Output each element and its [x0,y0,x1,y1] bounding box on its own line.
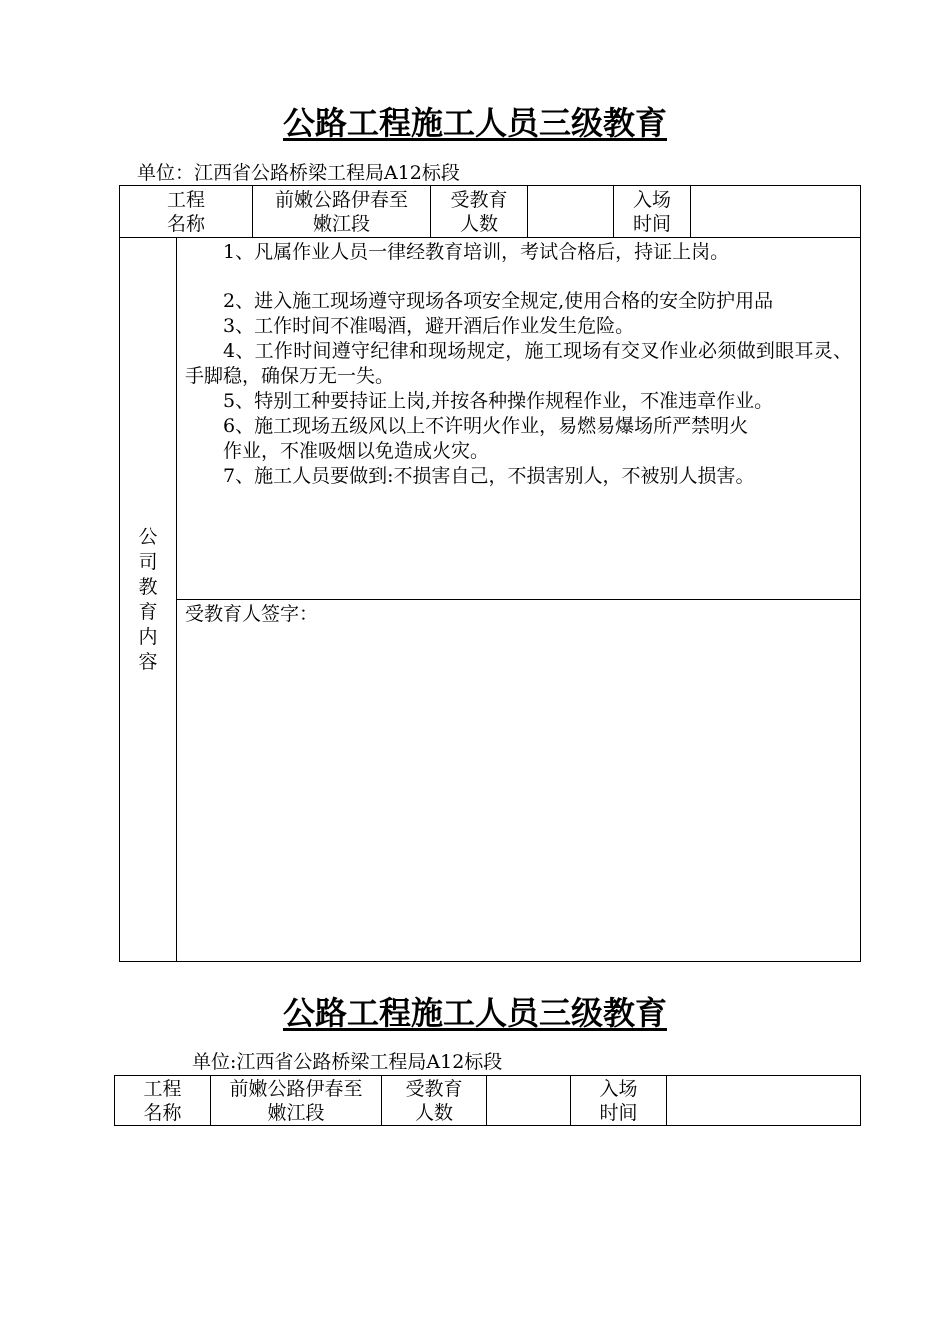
form2-people-label: 受教育人数 [382,1076,487,1126]
form1-entry-label: 入场时间 [614,186,691,238]
form2-unit: 单位:江西省公路桥梁工程局A12标段 [192,1051,503,1073]
form2-project-label: 工程名称 [115,1076,211,1126]
content-item-7: 7、施工人员要做到:不损害自己，不损害别人，不被别人损害。 [223,465,755,487]
form2-people-value [487,1076,571,1126]
form2-entry-value [667,1076,861,1126]
form1-signature: 受教育人签字： [177,600,861,962]
content-item-5: 5、特别工种要持证上岗,并按各种操作规程作业，不准违章作业。 [223,390,774,412]
content-item-6: 6、施工现场五级风以上不许明火作业，易燃易爆场所严禁明火 [223,415,749,437]
content-item-1: 1、凡属作业人员一律经教育培训，考试合格后，持证上岗。 [223,241,730,263]
content-item-3: 3、工作时间不准喝酒，避开酒后作业发生危险。 [223,315,635,337]
form1-entry-value [691,186,861,238]
form1-people-label: 受教育人数 [431,186,528,238]
form1-signature-row [120,600,861,962]
content-item-4: 4、工作时间遵守纪律和现场规定，施工现场有交叉作业必须做到眼耳灵、手脚稳，确保万无一失。 [185,340,852,387]
form1-unit: 单位：江西省公路桥梁工程局A12标段 [137,162,460,184]
form1-people-value [528,186,614,238]
form1-project-value: 前嫩公路伊春至嫩江段 [253,186,431,238]
form1-content-row [120,238,861,600]
form1-header-row [120,186,861,238]
content-item-2: 2、进入施工现场遵守现场各项安全规定,使用合格的安全防护用品 [223,290,774,312]
content-item-6-cont: 作业，不准吸烟以免造成火灾。 [223,440,490,462]
form2-project-value: 前嫩公路伊春至嫩江段 [211,1076,382,1126]
form2-header-row [115,1076,861,1126]
form1-project-label: 工程名称 [120,186,253,238]
form1-side-label: 公司教育内容 [120,238,177,962]
form1-table [119,185,861,962]
form1-content [177,238,861,600]
form2-title: 公路工程施工人员三级教育 [282,994,667,1032]
form2-table [114,1075,861,1126]
form2-entry-label: 入场时间 [571,1076,667,1126]
form1-title: 公路工程施工人员三级教育 [282,104,667,142]
